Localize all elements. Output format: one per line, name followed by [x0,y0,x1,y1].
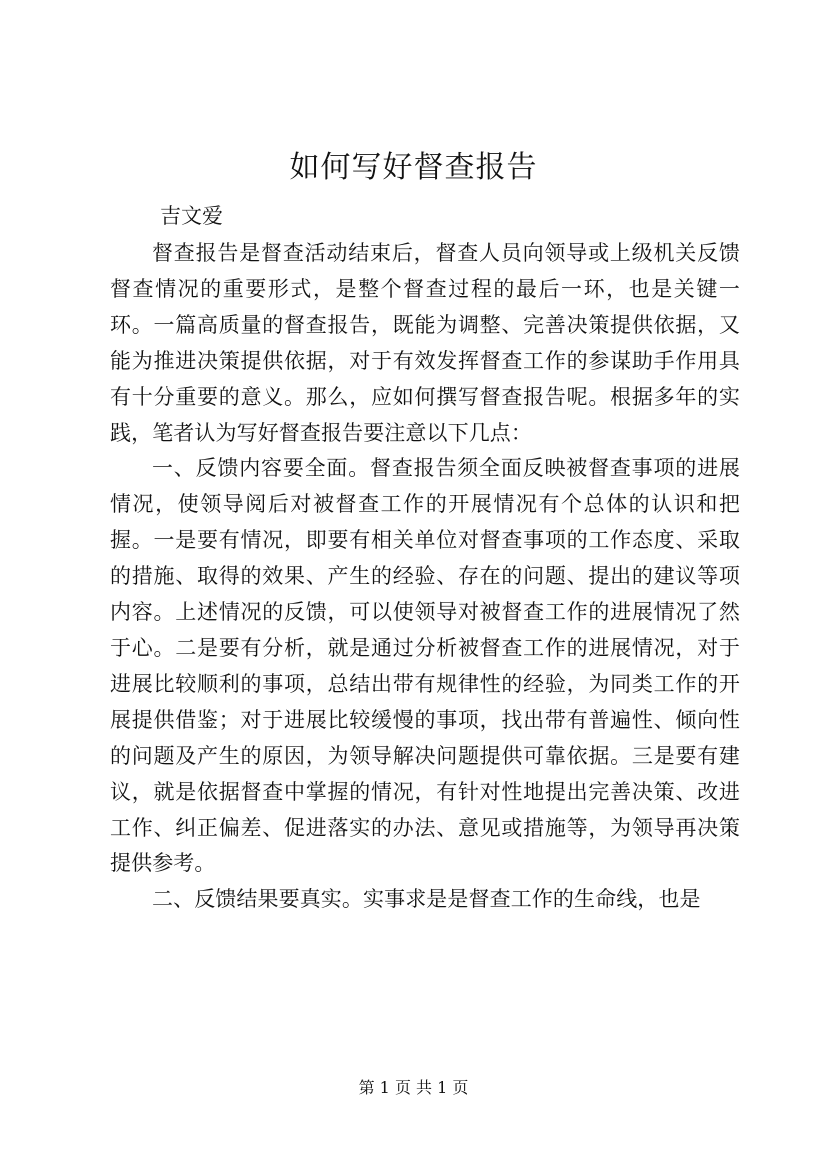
author-name: 吉文爱 [160,204,223,228]
paragraph-intro: 督查报告是督查活动结束后，督查人员向领导或上级机关反馈督查情况的重要形式，是整个督查过程的最后一环，也是关键一环。一篇高质量的督查报告，既能为调整、完善决策提供依据，又能为推进决策提供依据，对于有效发挥督查工作的参谋助手作用具有十分重要的意义。那么，应如何撰写督查报告呢。根据多年的实践，笔者认为写好督查报告要注意以下几点： [110,241,740,445]
document-body [110,236,740,918]
page-number-footer: 第 1 页 共 1 页 [358,1078,469,1097]
paragraph-section-1: 一、反馈内容要全面。督查报告须全面反映被督查事项的进展情况，使领导阅后对被督查工作的开展情况有个总体的认识和把握。一是要有情况，即要有相关单位对督查事项的工作态度、采取的措施、取得的效果、产生的经验、存在的问题、提出的建议等项内容。上述情况的反馈，可以使领导对被督查工作的进展情况了然于心。二是要有分析，就是通过分析被督查工作的进展情况，对于进展比较顺利的事项，总结出带有规律性的经验，为同类工作的开展提供借鉴；对于进展比较缓慢的事项，找出带有普遍性、倾向性的问题及产生的原因，为领导解决问题提供可靠依据。三是要有建议，就是依据督查中掌握的情况，有针对性地提出完善决策、改进工作、纠正偏差、促进落实的办法、意见或措施等，为领导再决策提供参考。 [110,456,740,876]
document-title: 如何写好督查报告 [289,150,538,185]
paragraph-section-2: 二、反馈结果要真实。实事求是是督查工作的生命线，也是 [152,887,701,912]
